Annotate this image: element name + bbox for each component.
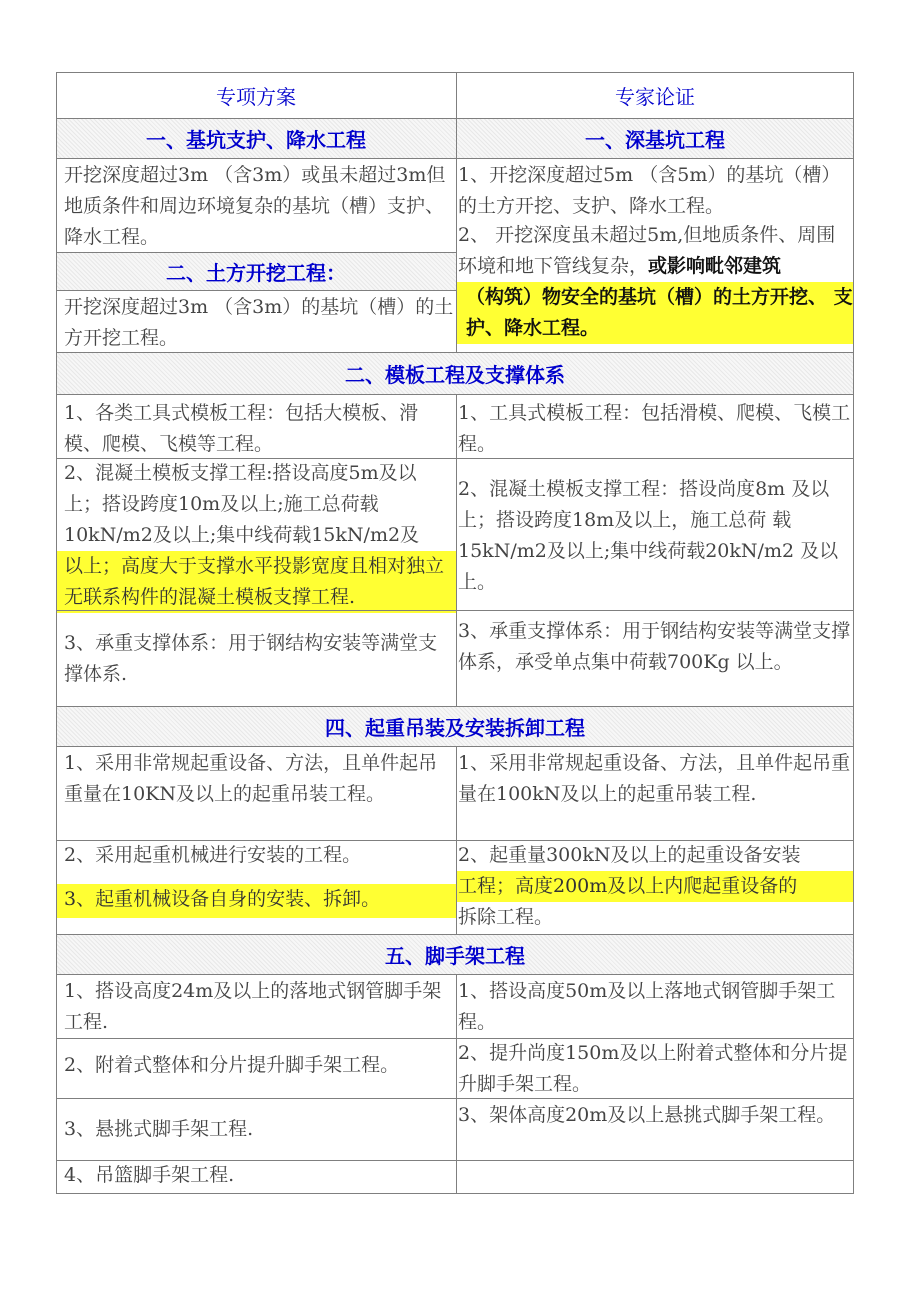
formwork-item-3-left: 3、承重支撑体系：用于钢结构安装等满堂支撑体系. [64, 632, 438, 685]
grid-line [56, 610, 854, 611]
lifting-item-2-right-tail: 拆除工程。 [458, 906, 554, 928]
scaffold-item-2-left: 2、附着式整体和分片提升脚手架工程。 [64, 1054, 400, 1076]
grid-line [56, 72, 57, 1194]
excavation-support-criteria: 开挖深度超过3m （含3m）或虽未超过3m但地质条件和周边环境复杂的基坑（槽）支护、降水工程。 [64, 164, 446, 248]
formwork-item-3-right: 3、承重支撑体系：用于钢结构安装等满堂支撑体系，承受单点集中荷载700Kg 以上。 [458, 620, 851, 673]
grid-line [56, 72, 854, 73]
lifting-item-2-right-text: 2、起重量300kN及以上的起重设备安装 [458, 844, 801, 866]
deep-pit-item-2-text: 2、 开挖深度虽未超过5m,但地质条件、周围环境和地下管线复杂， [458, 224, 836, 277]
formwork-item-1-left: 1、各类工具式模板工程：包括大模板、滑模、爬模、飞模等工程。 [64, 402, 419, 455]
lifting-item-2-left: 2、采用起重机械进行安装的工程。 [64, 844, 362, 866]
comparison-table [56, 72, 854, 1194]
grid-line [56, 118, 854, 119]
deep-pit-item-2 [458, 220, 852, 282]
grid-line [56, 974, 854, 975]
grid-line [56, 394, 854, 395]
lifting-item-2-right [456, 840, 854, 934]
grid-line [853, 72, 854, 1194]
section-title-formwork: 二、模板工程及支撑体系 [345, 362, 565, 387]
scaffold-item-4-left: 4、吊篮脚手架工程. [64, 1164, 235, 1186]
grid-line [56, 934, 854, 935]
lifting-item-3-left: 3、起重机械设备自身的安装、拆卸。 [56, 884, 456, 918]
formwork-item-2-left [56, 458, 456, 610]
deep-pit-item-2-bold: 或影响毗邻建筑 [648, 255, 782, 277]
grid-line [56, 1038, 854, 1039]
scaffold-item-1-left: 1、搭设高度24m及以上的落地式钢管脚手架工程. [64, 980, 442, 1033]
grid-line [56, 1160, 854, 1161]
grid-line [56, 458, 854, 459]
formwork-item-2-left-text: 2、混凝土模板支撑工程:搭设高度5m及以上；搭设跨度10m及以上;施工总荷载10kN/m2及以上;集中线荷载15kN/m2及 [64, 462, 420, 546]
section-title-scaffold: 五、脚手架工程 [385, 943, 525, 968]
scaffold-item-1-right: 1、搭设高度50m及以上落地式钢管脚手架工程。 [458, 980, 836, 1033]
grid-line [456, 72, 457, 352]
grid-line [56, 1193, 854, 1194]
grid-line [56, 290, 456, 291]
formwork-item-2-right: 2、混凝土模板支撑工程：搭设尚度8m 及以上；搭设跨度18m及以上，施工总荷 载15kN/m2及以上;集中线荷载20kN/m2 及以上。 [458, 478, 839, 593]
lifting-item-1-left: 1、采用非常规起重设备、方法，且单件起吊重量在10KN及以上的起重吊装工程。 [64, 752, 438, 805]
formwork-item-1-right: 1、工具式模板工程：包括滑模、爬模、飞模工程。 [458, 402, 851, 455]
header-left: 专项方案 [216, 84, 296, 109]
grid-line [56, 840, 854, 841]
formwork-item-2-left-highlight: 以上；高度大于支撑水平投影宽度且相对独立无联系构件的混凝土模板支撑工程. [56, 551, 456, 613]
grid-line [56, 158, 854, 159]
header-right: 专家论证 [615, 84, 695, 109]
grid-line [456, 394, 457, 706]
scaffold-item-3-right: 3、架体高度20m及以上悬挑式脚手架工程。 [458, 1104, 836, 1126]
earthwork-criteria: 开挖深度超过3m （含3m）的基坑（槽）的土方开挖工程。 [64, 296, 454, 349]
lifting-item-2-right-highlight: 工程；高度200m及以上内爬起重设备的 [456, 871, 854, 902]
scaffold-item-2-right: 2、提升尚度150m及以上附着式整体和分片提升脚手架工程。 [458, 1042, 848, 1095]
grid-line [56, 352, 854, 353]
section-title-deep-pit: 一、深基坑工程 [585, 127, 725, 152]
deep-pit-item-1: 1、开挖深度超过5m （含5m）的基坑（槽） 的土方开挖、支护、降水工程。 [458, 164, 841, 217]
grid-line [56, 706, 854, 707]
grid-line [456, 974, 457, 1194]
section-title-earthwork: 二、土方开挖工程： [166, 260, 346, 285]
grid-line [456, 746, 457, 934]
scaffold-item-3-left: 3、悬挑式脚手架工程. [64, 1118, 254, 1140]
section-title-excavation-support: 一、基坑支护、降水工程 [146, 127, 366, 152]
grid-line [56, 252, 456, 253]
grid-line [56, 1098, 854, 1099]
deep-pit-item-2-highlight: （构筑）物安全的基坑（槽）的土方开挖、 支护、降水工程。 [456, 282, 854, 344]
deep-pit-criteria [456, 160, 854, 352]
section-title-lifting: 四、起重吊装及安装拆卸工程 [325, 715, 585, 740]
grid-line [56, 746, 854, 747]
lifting-item-1-right: 1、采用非常规起重设备、方法，且单件起吊重量在100kN及以上的起重吊装工程. [458, 752, 851, 805]
